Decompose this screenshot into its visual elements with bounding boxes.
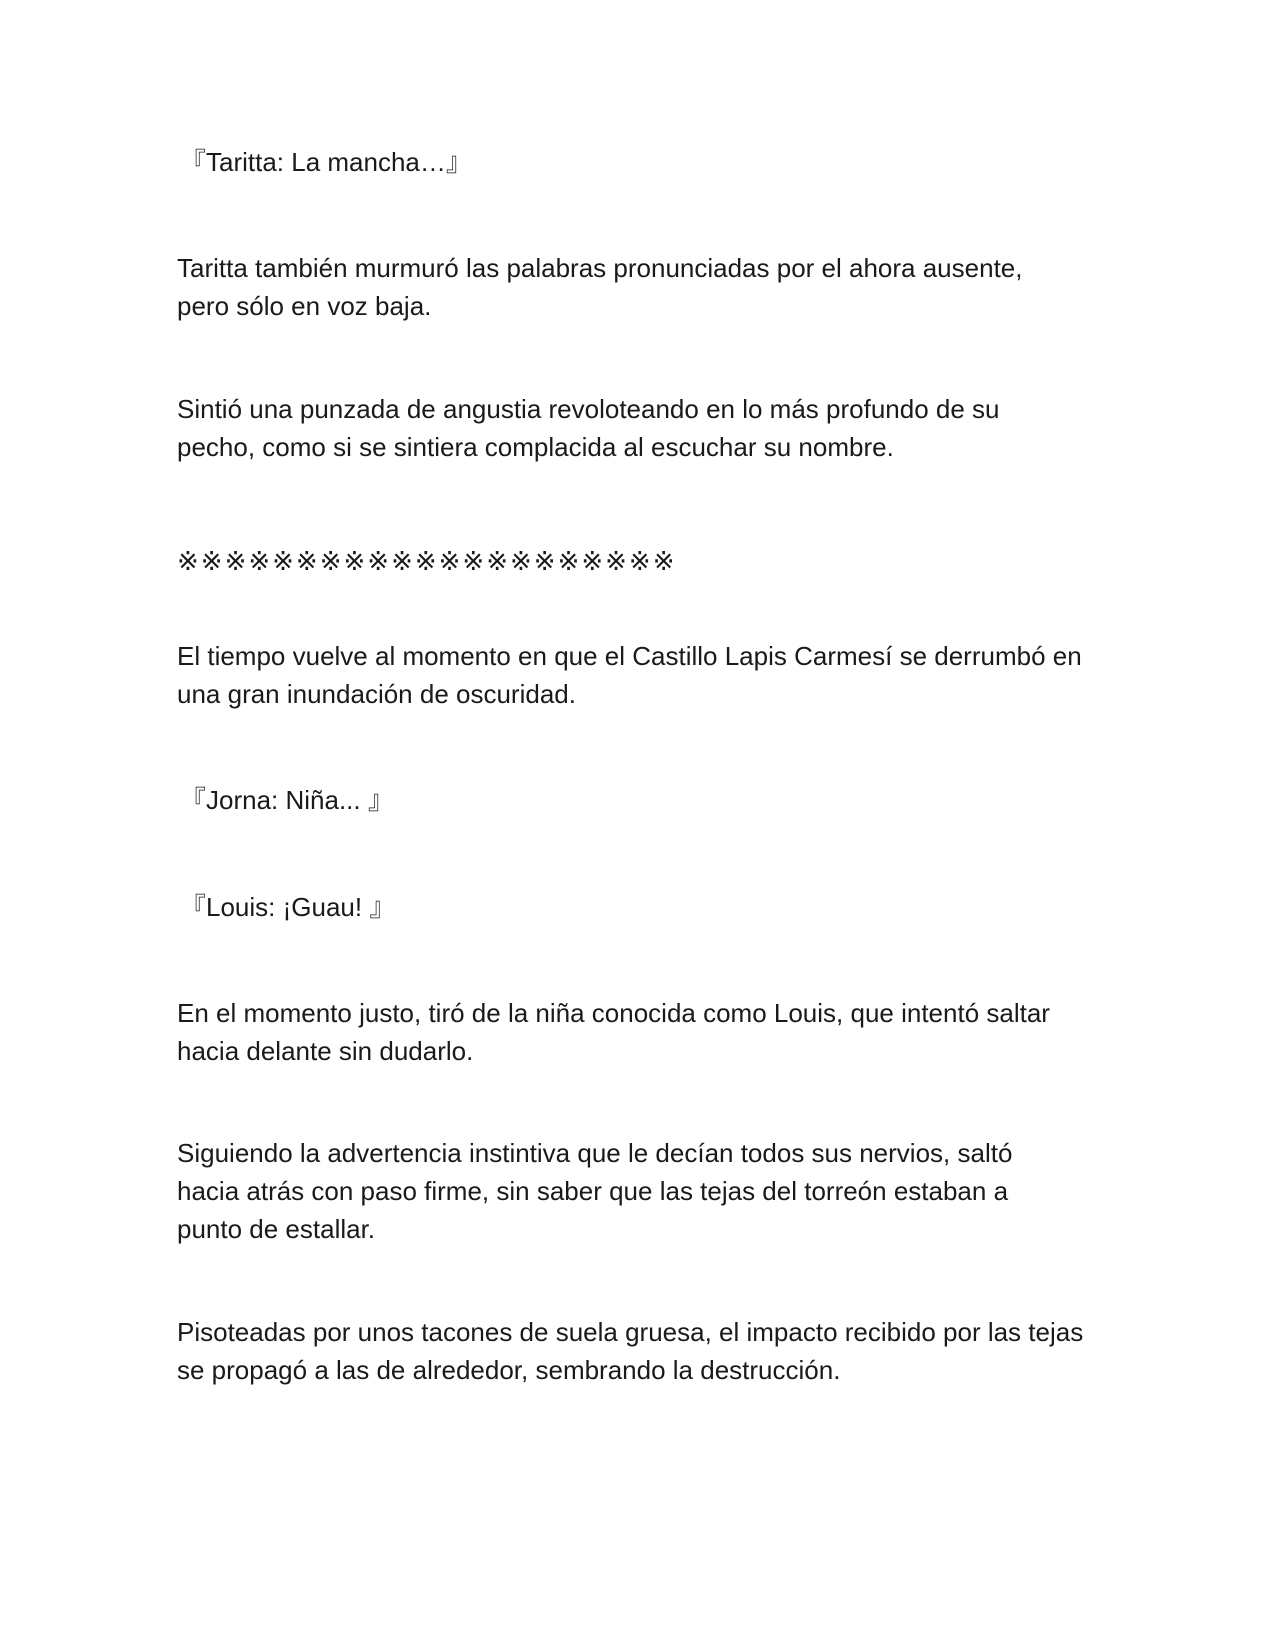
paragraph [177, 1313, 1107, 1389]
text-line: hacia atrás con paso firme, sin saber que las tejas del torreón estaban a [177, 1176, 1009, 1206]
text-line: 『Jorna: Niña... 』 [180, 785, 394, 815]
paragraph [177, 249, 1107, 325]
text-line: se propagó a las de alrededor, sembrando la destrucción. [177, 1355, 841, 1385]
text-line: pero sólo en voz baja. [177, 291, 432, 321]
dialogue-louis [180, 888, 1110, 926]
dialogue-jorna [180, 781, 1110, 819]
text-line: hacia delante sin dudarlo. [177, 1036, 474, 1066]
paragraph [177, 637, 1107, 713]
text-line: una gran inundación de oscuridad. [177, 679, 576, 709]
text-line: Sintió una punzada de angustia revoloteando en lo más profundo de su [177, 394, 1000, 424]
paragraph [177, 1134, 1107, 1248]
text-line: En el momento justo, tiró de la niña conocida como Louis, que intentó saltar [177, 998, 1050, 1028]
paragraph [177, 390, 1107, 466]
scene-separator [177, 543, 1107, 581]
text-line: Pisoteadas por unos tacones de suela gruesa, el impacto recibido por las tejas [177, 1317, 1084, 1347]
text-line: 『Louis: ¡Guau! 』 [180, 892, 396, 922]
text-line: Taritta también murmuró las palabras pronunciadas por el ahora ausente, [177, 253, 1023, 283]
text-line: pecho, como si se sintiera complacida al escuchar su nombre. [177, 432, 894, 462]
separator-line: ※※※※※※※※※※※※※※※※※※※※※ [177, 547, 677, 577]
dialogue-taritta [180, 143, 1110, 181]
text-line: El tiempo vuelve al momento en que el Castillo Lapis Carmesí se derrumbó en [177, 641, 1082, 671]
paragraph [177, 994, 1107, 1070]
text-line: Siguiendo la advertencia instintiva que le decían todos sus nervios, saltó [177, 1138, 1013, 1168]
text-line: 『Taritta: La mancha…』 [180, 147, 472, 177]
text-line: punto de estallar. [177, 1214, 376, 1244]
